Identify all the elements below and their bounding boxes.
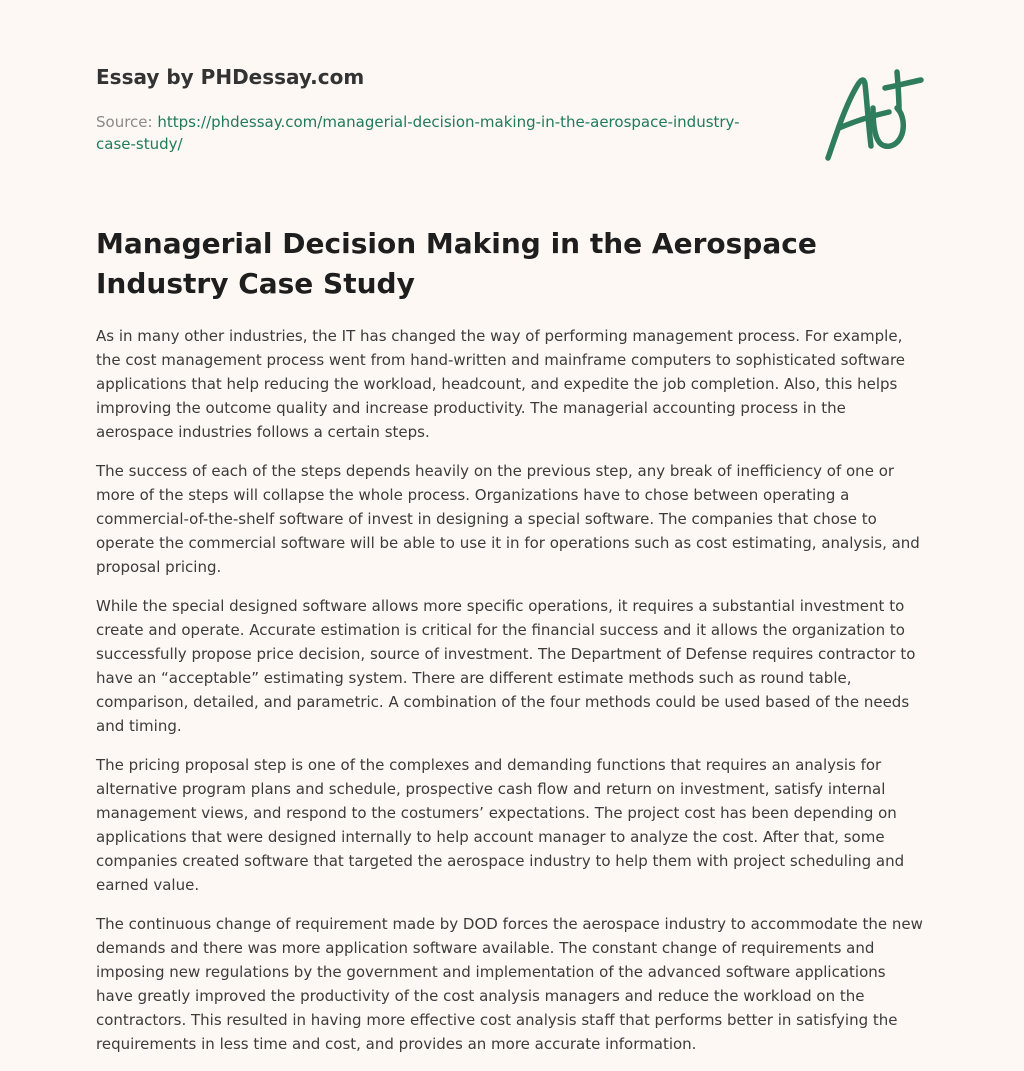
- source-label: Source:: [96, 113, 153, 131]
- article-title: Managerial Decision Making in the Aerospace Industry Case Study: [96, 227, 817, 300]
- paragraph: The success of each of the steps depends heavily on the previous step, any break of inefficiency of one or more of the steps will collapse the whole process. Organizations have to chose between operating a commercial-of-the-shelf software of invest in designing a special software. The companies that chose to operate the commercial software will be able to use it in for operations such as cost estimating, analysis, and proposal pricing.: [96, 462, 920, 576]
- paragraph: The continuous change of requirement made by DOD forces the aerospace industry to accommodate the new demands and there was more application software available. The constant change of requirements and imposing new regulations by the government and implementation of the advanced software applications have greatly improved the productivity of the cost analysis managers and reduce the workload on the contractors. This resulted in having more effective cost analysis staff that performs better in satisfying the requirements in less time and cost, and provides an more accurate information.: [96, 915, 923, 1053]
- paragraph: The pricing proposal step is one of the complexes and demanding functions that requires an analysis for alternative program plans and schedule, prospective cash flow and return on investment, satisfy internal management views, and respond to the costumers’ expectations. The project cost has been depending on applications that were designed internally to help account manager to analyze the cost. After that, some companies created software that targeted the aerospace industry to help them with project scheduling and earned value.: [96, 756, 905, 894]
- site-brand: Essay by PHDessay.com: [96, 65, 365, 89]
- source-line: [96, 111, 746, 155]
- article-body: [96, 324, 924, 1071]
- paragraph: While the special designed software allows more specific operations, it requires a substantial investment to create and operate. Accurate estimation is critical for the financial success and it allows the organization to successfully propose price decision, source of investment. The Department of Defense requires contractor to have an “acceptable” estimating system. There are different estimate methods such as round table, comparison, detailed, and parametric. A combination of the four methods could be used based of the needs and timing.: [96, 597, 916, 735]
- paragraph: As in many other industries, the IT has changed the way of performing management process. For example, the cost management process went from hand-written and mainframe computers to sophisticated software applications that help reducing the workload, headcount, and expedite the job completion. Also, this helps improving the outcome quality and increase productivity. The managerial accounting process in the aerospace industries follows a certain steps.: [96, 327, 906, 441]
- source-link[interactable]: https://phdessay.com/managerial-decision-making-in-the-aerospace-industry-case-study/: [96, 113, 740, 153]
- a-plus-grade-icon: [823, 66, 928, 166]
